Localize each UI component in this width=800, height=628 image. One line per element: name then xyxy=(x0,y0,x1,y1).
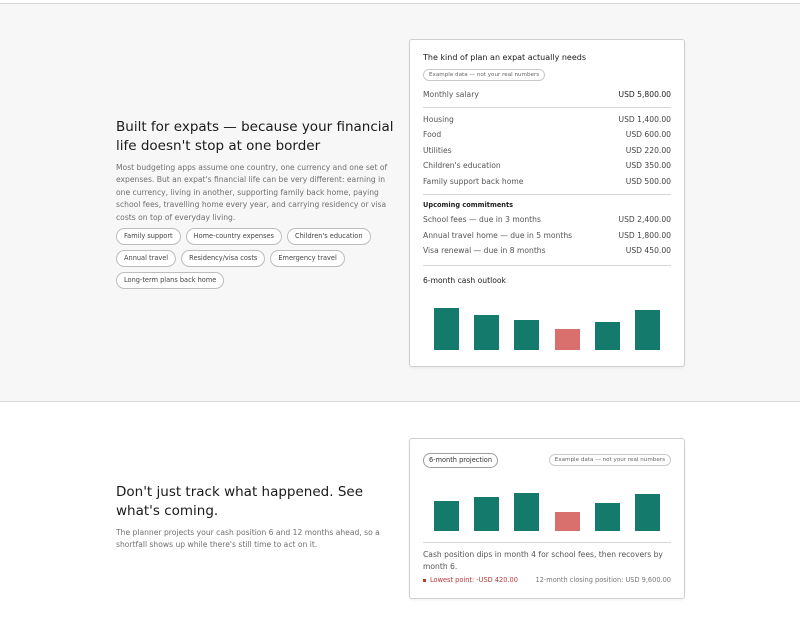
row-value: USD 600.00 xyxy=(625,130,671,139)
tag-chip: Children's education xyxy=(287,228,371,245)
outlook-heading: 6-month cash outlook xyxy=(423,276,506,285)
row-label: Visa renewal — due in 8 months xyxy=(423,246,546,255)
row-label: Family support back home xyxy=(423,177,524,186)
cash-outlook-chart xyxy=(423,308,671,350)
projection-card xyxy=(409,438,685,599)
row-value: USD 1,800.00 xyxy=(618,231,671,240)
row-value: USD 350.00 xyxy=(625,161,671,170)
divider xyxy=(423,542,671,543)
chart-bar xyxy=(514,493,539,531)
example-data-badge: Example data — not your real numbers xyxy=(549,454,671,466)
chart-bar xyxy=(595,322,620,350)
bullet-icon xyxy=(423,579,426,582)
chart-bar xyxy=(474,315,499,350)
section-description: Most budgeting apps assume one country, one currency and one set of expenses. But an expat's financial life can be very different: earning in one currency, living in another, supporting family back home, paying school fees, travelling home every year, and carrying residency or visa costs on top of everyday living. xyxy=(116,163,388,222)
chart-bar xyxy=(434,308,459,350)
row-value: USD 2,400.00 xyxy=(618,215,671,224)
commitment-row xyxy=(423,231,671,243)
section-description: The planner projects your cash position 6 and 12 months ahead, so a shortfall shows up while there's still time to act on it. xyxy=(116,528,380,550)
chart-bar xyxy=(555,512,580,531)
tag-chip: Residency/visa costs xyxy=(181,250,265,267)
divider xyxy=(423,107,671,108)
chart-bar xyxy=(514,320,539,350)
expense-row xyxy=(423,161,671,173)
projection-chart xyxy=(423,493,671,531)
chart-bar xyxy=(434,501,459,531)
tag-chip: Home-country expenses xyxy=(186,228,282,245)
expense-row xyxy=(423,115,671,127)
tag-chip: Annual travel xyxy=(116,250,176,267)
expense-row xyxy=(423,146,671,158)
lowest-point-text: Lowest point: -USD 420.00 xyxy=(430,576,518,584)
row-value: USD 220.00 xyxy=(625,146,671,155)
commitment-row xyxy=(423,215,671,227)
section-heading: Don't just track what happened. See what's coming. xyxy=(116,484,364,519)
chart-bar xyxy=(635,494,660,531)
tag-chip: Emergency travel xyxy=(270,250,344,267)
row-value: USD 1,400.00 xyxy=(618,115,671,124)
section-heading: Built for expats — because your financial life doesn't stop at one border xyxy=(116,119,394,154)
divider xyxy=(423,265,671,266)
row-label: Housing xyxy=(423,115,454,124)
row-value: USD 5,800.00 xyxy=(618,90,671,99)
row-label: Children's education xyxy=(423,161,501,170)
expense-row xyxy=(423,177,671,189)
commitment-row xyxy=(423,246,671,258)
row-label: Food xyxy=(423,130,442,139)
row-label: Annual travel home — due in 5 months xyxy=(423,231,573,240)
row-value: USD 500.00 xyxy=(625,177,671,186)
salary-row xyxy=(423,90,671,102)
closing-position: 12-month closing position: USD 9,600.00 xyxy=(535,576,671,584)
projection-note: Cash position dips in month 4 for school fees, then recovers by month 6. xyxy=(423,550,663,571)
chart-bar xyxy=(635,310,660,350)
expense-row xyxy=(423,130,671,142)
chart-bar xyxy=(474,497,499,531)
divider xyxy=(423,194,671,195)
row-label: Monthly salary xyxy=(423,90,479,99)
example-data-badge: Example data — not your real numbers xyxy=(423,69,545,81)
tag-chip: Family support xyxy=(116,228,181,245)
plan-card xyxy=(409,39,685,367)
projection-badge: 6-month projection xyxy=(423,453,498,468)
lowest-point xyxy=(423,576,518,584)
row-value: USD 450.00 xyxy=(625,246,671,255)
tag-list xyxy=(116,228,396,289)
row-label: Utilities xyxy=(423,146,452,155)
tag-chip: Long-term plans back home xyxy=(116,272,224,289)
chart-bar xyxy=(555,329,580,350)
card-title: The kind of plan an expat actually needs xyxy=(423,53,587,62)
commitments-heading: Upcoming commitments xyxy=(423,201,514,209)
row-label: School fees — due in 3 months xyxy=(423,215,541,224)
chart-bar xyxy=(595,503,620,531)
